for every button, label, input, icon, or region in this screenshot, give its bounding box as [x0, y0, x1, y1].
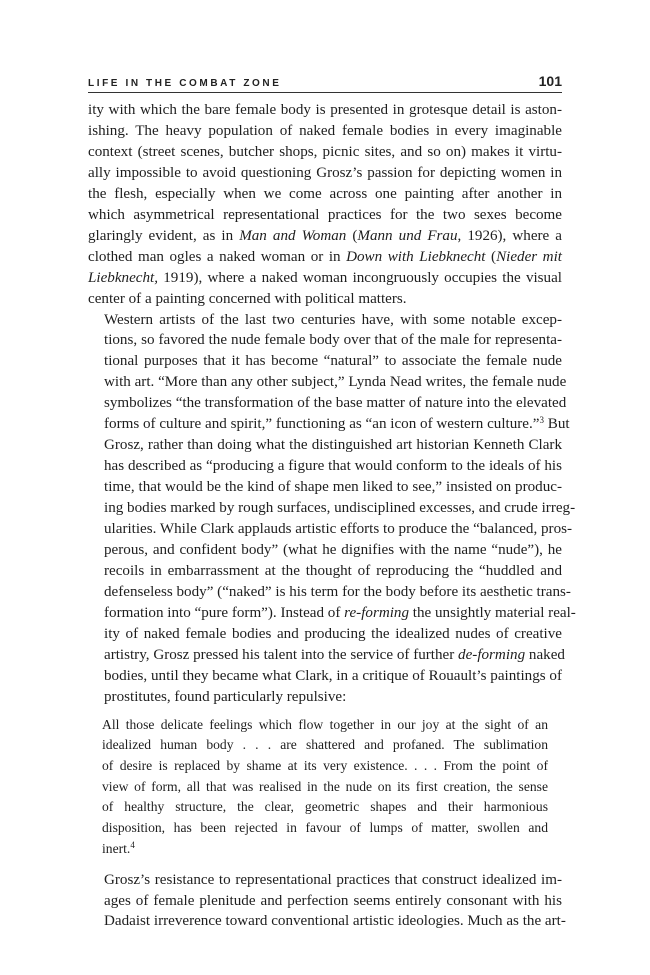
- paragraph-2: [88, 310, 576, 708]
- text-line: ages of female plenitude and perfection seems entirely consonant with his: [104, 892, 562, 909]
- text-line: ularities. While Clark applauds artistic efforts to produce the “balanced, pros-: [104, 521, 573, 538]
- text-line: time, that would be the kind of shape men liked to see,” insisted on produc-: [104, 479, 562, 496]
- text-line: context (street scenes, butcher shops, picnic sites, and so on) makes it virtu-: [88, 143, 562, 160]
- text-line: ishing. The heavy population of naked female bodies in every imaginable: [88, 122, 562, 139]
- page-number: 101: [538, 73, 562, 89]
- text-line: forms of culture and spirit,” functioning as “an icon of western culture.”$^3$ But: [104, 415, 570, 433]
- footnote-reference[interactable]: 3: [539, 415, 544, 426]
- block-quote: [102, 715, 548, 860]
- header-rule: [88, 92, 562, 93]
- text-line: with art. “More than any other subject,” Lynda Nead writes, the female nude: [104, 374, 567, 391]
- text-line: which asymmetrical representational practices for the two sexes become: [88, 206, 562, 223]
- text-line: view of form, all that was realised in the nude on its first creation, the sense: [102, 778, 548, 794]
- text-line: tional purposes that it has become “natural” to associate the female nude: [104, 353, 562, 370]
- text-line: prostitutes, found particularly repulsive:: [104, 688, 347, 705]
- text-line: Grosz’s resistance to representational practices that construct idealized im-: [104, 871, 562, 888]
- text-line: the flesh, especially when we come across one painting after another in: [88, 185, 562, 202]
- text-line: Dadaist irreverence toward conventional artistic ideologies. Much as the art-: [104, 913, 566, 930]
- text-line: glaringly evident, as in Man and Woman (Mann und Frau, 1926), where a: [88, 227, 562, 244]
- footnote-reference[interactable]: 4: [130, 839, 135, 850]
- text-line: ally impossible to avoid questioning Grosz’s passion for depicting women in: [88, 164, 562, 181]
- text-line: Liebknecht, 1919), where a naked woman incongruously occupies the visual: [88, 269, 562, 286]
- text-line: Western artists of the last two centuries have, with some notable excep-: [104, 311, 562, 328]
- text-line: recoils in embarrassment at the thought of reproducing the “huddled and: [104, 562, 562, 579]
- text-line: of healthy structure, the clear, geometric shapes and their harmonious: [102, 799, 548, 815]
- text-line: perous, and confident body” (what he dignifies with the name “nude”), he: [104, 542, 562, 559]
- text-line: tions, so favored the nude female body over that of the male for representa-: [104, 332, 562, 349]
- text-line: clothed man ogles a naked woman or in Down with Liebknecht (Nieder mit: [88, 248, 562, 265]
- text-line: bodies, until they became what Clark, in a critique of Rouault’s paintings of: [104, 667, 562, 684]
- text-line: ing bodies marked by rough surfaces, undisciplined excesses, and crude irreg-: [104, 500, 576, 517]
- text-line: inert.$^4$: [102, 839, 135, 856]
- text-line: symbolizes “the transformation of the base matter of nature into the elevated: [104, 395, 567, 412]
- text-line: center of a painting concerned with political matters.: [88, 290, 407, 307]
- paragraph-3: [88, 870, 566, 933]
- text-line: disposition, has been rejected in favour of lumps of matter, swollen and: [102, 820, 548, 836]
- running-header: [88, 67, 562, 89]
- text-line: of desire is replaced by shame at its very existence. . . . From the point of: [102, 758, 548, 774]
- text-line: artistry, Grosz pressed his talent into the service of further de-forming naked: [104, 646, 565, 663]
- text-line: formation into “pure form”). Instead of re-forming the unsightly material real-: [104, 604, 576, 621]
- text-line: defenseless body” (“naked” is his term for the body before its aesthetic trans-: [104, 583, 571, 600]
- page-body: [88, 100, 576, 932]
- text-line: has described as “producing a figure that would conform to the ideals of his: [104, 458, 562, 475]
- running-head-title: LIFE IN THE COMBAT ZONE: [88, 78, 282, 89]
- text-line: idealized human body . . . are shattered and profaned. The sublimation: [102, 737, 548, 753]
- text-line: All those delicate feelings which flow together in our joy at the sight of an: [102, 716, 548, 732]
- text-line: ity with which the bare female body is presented in grotesque detail is aston-: [88, 102, 562, 118]
- paragraph-1: [88, 100, 562, 310]
- text-line: Grosz, rather than doing what the distinguished art historian Kenneth Clark: [104, 437, 562, 454]
- text-line: ity of naked female bodies and producing the idealized nudes of creative: [104, 625, 562, 642]
